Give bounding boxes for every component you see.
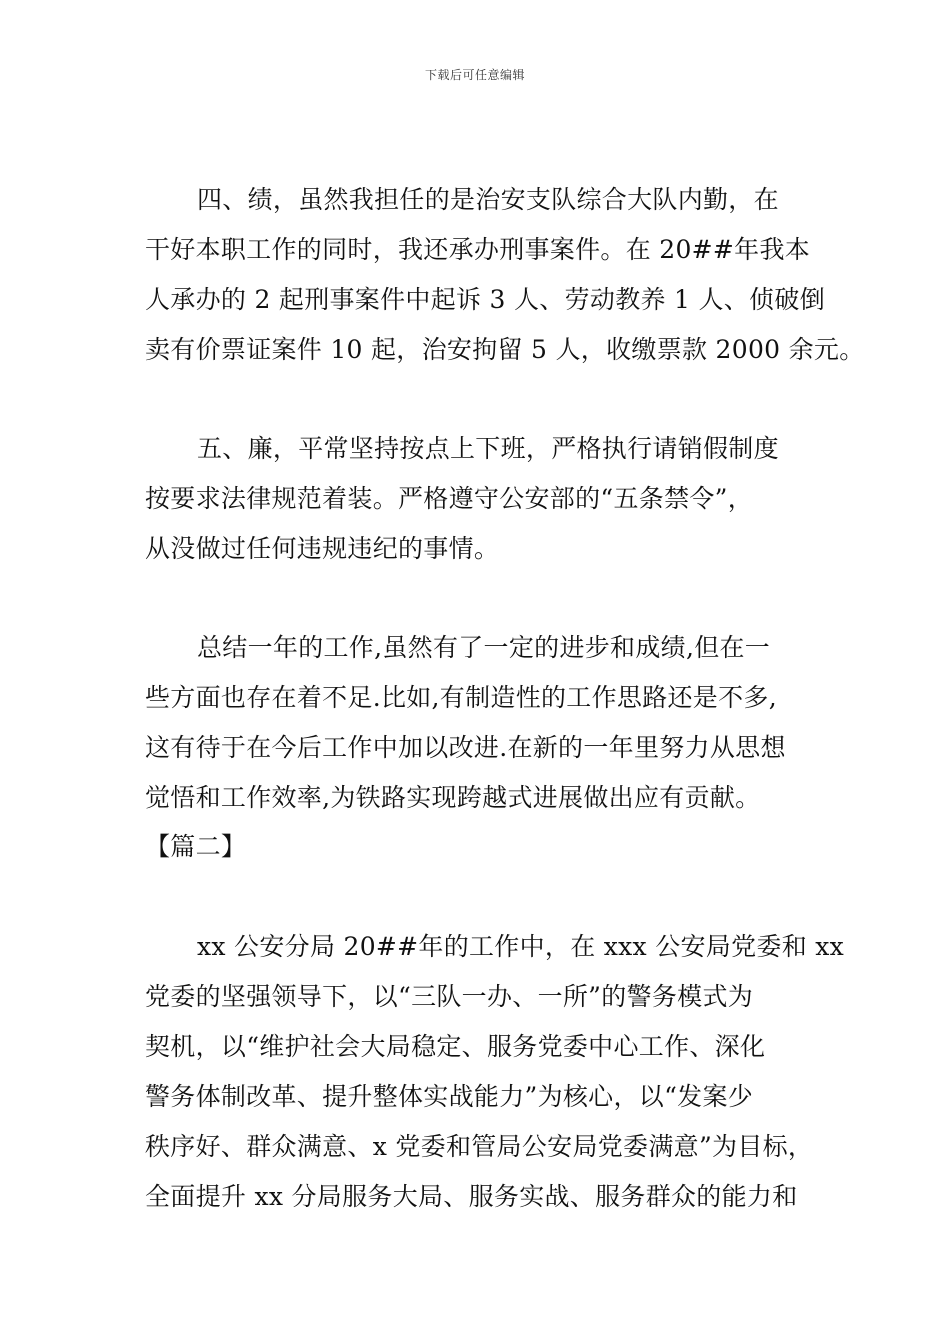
text-line: 四、绩，虽然我担任的是治安支队综合大队内勤，在 (197, 185, 779, 214)
text-line: 警务体制改革、提升整体实战能力”为核心，以“发案少 (145, 1082, 754, 1111)
text-line: 秩序好、群众满意、x 党委和管局公安局党委满意”为目标， (145, 1132, 814, 1161)
text-line: 这有待于在今后工作中加以改进.在新的一年里努力从思想 (145, 733, 786, 762)
text-line: xx 公安分局 20##年的工作中，在 xxx 公安局党委和 xx (197, 932, 845, 961)
text-line: 按要求法律规范着装。严格遵守公安部的“五条禁令”， (145, 484, 754, 513)
text-line: 从没做过任何违规违纪的事情。 (145, 534, 500, 563)
text-line: 全面提升 xx 分局服务大局、服务实战、服务群众的能力和 (145, 1182, 798, 1211)
text-line: 些方面也存在着不足.比如,有制造性的工作思路还是不多, (145, 683, 777, 712)
header-note: 下载后可任意编辑 (424, 68, 525, 82)
text-line: 党委的坚强领导下，以“三队一办、一所”的警务模式为 (145, 982, 754, 1011)
text-line: 干好本职工作的同时，我还承办刑事案件。在 20##年我本 (145, 235, 811, 264)
section-heading: 【篇二】 (145, 832, 247, 861)
text-line: 觉悟和工作效率,为铁路实现跨越式进展做出应有贡献。 (145, 783, 761, 812)
text-line: 卖有价票证案件 10 起，治安拘留 5 人，收缴票款 2000 余元。 (145, 335, 865, 364)
text-line: 五、廉，平常坚持按点上下班，严格执行请销假制度 (197, 434, 779, 463)
text-line: 人承办的 2 起刑事案件中起诉 3 人、劳动教养 1 人、侦破倒 (145, 285, 825, 314)
text-line: 总结一年的工作,虽然有了一定的进步和成绩,但在一 (197, 633, 771, 662)
text-line: 契机，以“维护社会大局稳定、服务党委中心工作、深化 (145, 1032, 766, 1061)
